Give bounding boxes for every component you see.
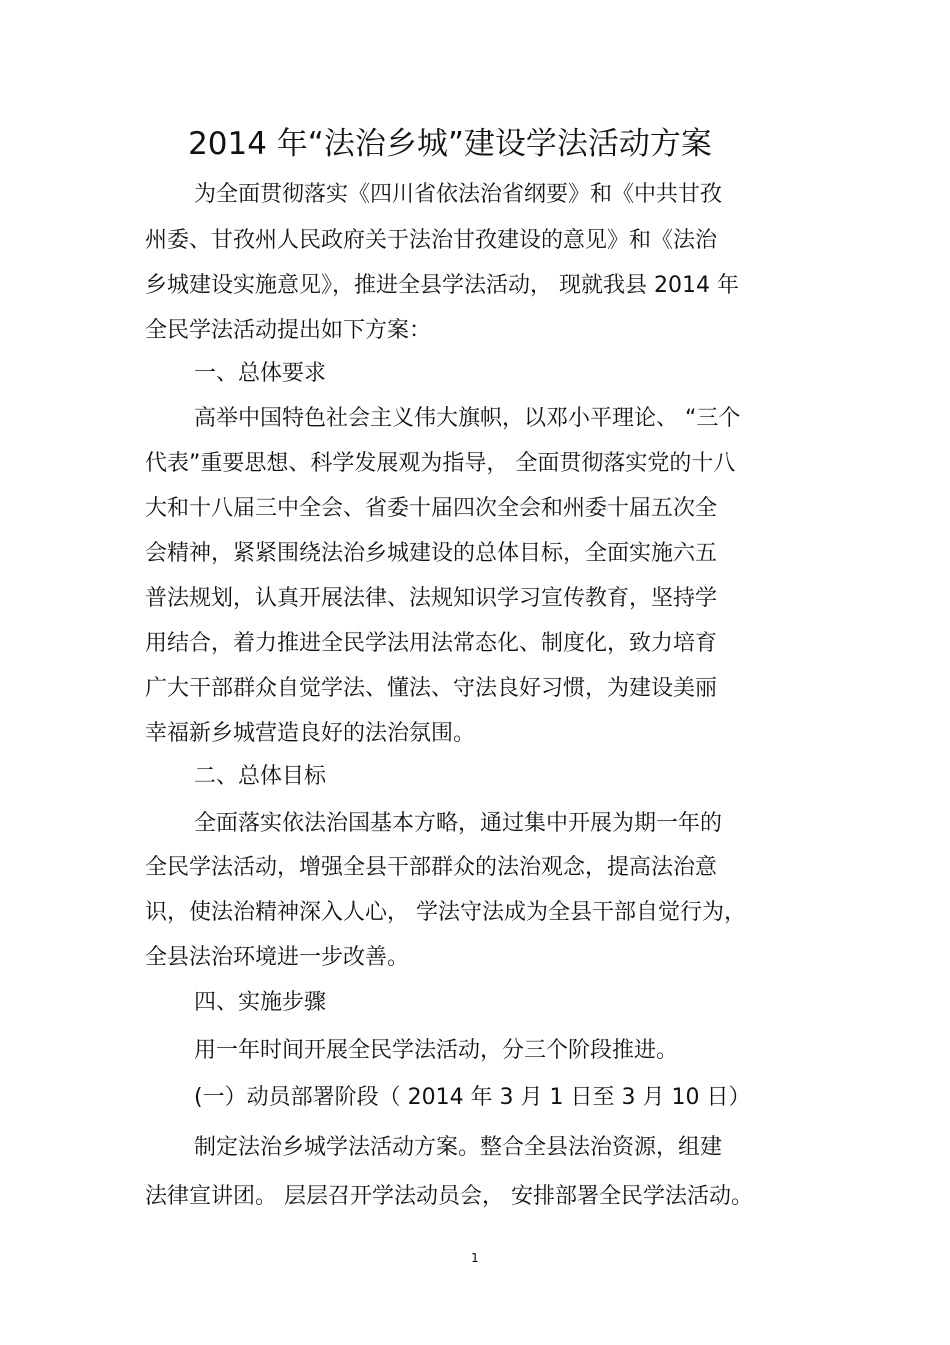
section-heading: 一、总体要求: [194, 361, 327, 386]
paragraph-line: 制定法治乡城学法活动方案。整合全县法治资源，组建: [194, 1135, 723, 1160]
paragraph-line: 高举中国特色社会主义伟大旗帜，以邓小平理论、 “三个: [194, 406, 741, 431]
section-heading: 四、实施步骤: [194, 990, 327, 1015]
paragraph-line: 大和十八届三中全会、省委十届四次全会和州委十届五次全: [145, 496, 718, 521]
section-heading: 二、总体目标: [194, 764, 327, 789]
paragraph-line: 普法规划，认真开展法律、法规知识学习宣传教育，坚持学: [145, 586, 718, 611]
page-number: 1: [471, 1251, 479, 1265]
paragraph-line: 全民学法活动提出如下方案：: [145, 318, 432, 343]
paragraph-line: 幸福新乡城营造良好的法治氛围。: [145, 721, 476, 746]
paragraph-line: 识，使法治精神深入人心， 学法守法成为全县干部自觉行为，: [145, 900, 746, 925]
paragraph-line: 用结合，着力推进全民学法用法常态化、制度化，致力培育: [145, 631, 718, 656]
paragraph-line: 全县法治环境进一步改善。: [145, 945, 410, 970]
paragraph-line: 全民学法活动，增强全县干部群众的法治观念，提高法治意: [145, 855, 718, 880]
paragraph-line: 会精神，紧紧围绕法治乡城建设的总体目标，全面实施六五: [145, 541, 718, 566]
subsection-heading: (一）动员部署阶段（ 2014 年 3 月 1 日至 3 月 10 日）: [194, 1085, 751, 1110]
paragraph-line: 乡城建设实施意见》，推进全县学法活动， 现就我县 2014 年: [145, 273, 739, 298]
paragraph-line: 法律宣讲团。 层层召开学法动员会， 安排部署全民学法活动。: [145, 1184, 753, 1209]
paragraph-line: 全面落实依法治国基本方略，通过集中开展为期一年的: [194, 811, 723, 836]
paragraph-line: 州委、甘孜州人民政府关于法治甘孜建设的意见》和《法治: [145, 228, 718, 253]
document-title: 2014 年“法治乡城”建设学法活动方案: [188, 126, 712, 162]
paragraph-line: 用一年时间开展全民学法活动，分三个阶段推进。: [194, 1038, 679, 1063]
paragraph-line: 代表”重要思想、科学发展观为指导， 全面贯彻落实党的十八: [145, 451, 736, 476]
paragraph-line: 为全面贯彻落实《四川省依法治省纲要》和《中共甘孜: [194, 182, 723, 207]
paragraph-line: 广大干部群众自觉学法、懂法、守法良好习惯，为建设美丽: [145, 676, 718, 701]
